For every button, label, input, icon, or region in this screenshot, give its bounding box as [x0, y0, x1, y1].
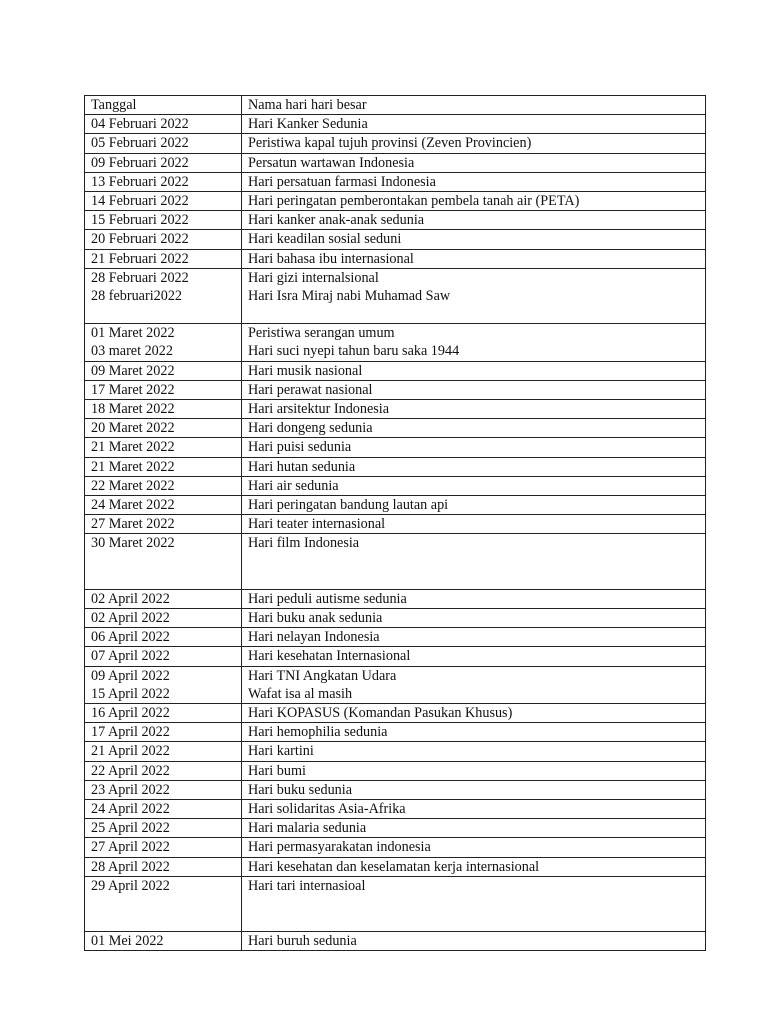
- table-row: [85, 515, 706, 534]
- event-cell: [242, 380, 706, 399]
- date-cell: [85, 819, 242, 838]
- event-text: Hari perawat nasional: [248, 381, 373, 398]
- event-cell: [242, 780, 706, 799]
- date-cell: [85, 704, 242, 723]
- table-row: [85, 742, 706, 761]
- event-text: Hari peduli autisme sedunia: [248, 590, 407, 607]
- table-row: [85, 857, 706, 876]
- date-text: 03 maret 2022: [91, 343, 173, 360]
- event-cell: [242, 647, 706, 666]
- event-text: Hari TNI Angkatan Udara: [248, 667, 397, 684]
- date-text: 06 April 2022: [91, 629, 170, 646]
- date-text: 02 April 2022: [91, 590, 170, 607]
- event-cell: [242, 932, 706, 951]
- event-cell: [242, 589, 706, 608]
- event-cell: [242, 324, 706, 361]
- event-text: [248, 895, 699, 913]
- holiday-table-body: [85, 96, 706, 951]
- date-cell: [85, 134, 242, 153]
- date-cell: [85, 153, 242, 172]
- date-text: 09 Maret 2022: [91, 362, 175, 379]
- event-text: Hari kesehatan dan keselamatan kerja internasional: [248, 858, 540, 875]
- event-cell: [242, 761, 706, 780]
- event-text: Hari solidaritas Asia-Afrika: [248, 800, 406, 817]
- date-cell: [85, 534, 242, 590]
- date-cell: [85, 647, 242, 666]
- date-text: [91, 913, 235, 931]
- table-row: [85, 609, 706, 628]
- date-cell: [85, 191, 242, 210]
- table-row: [85, 380, 706, 399]
- table-row: [85, 819, 706, 838]
- table-row: [85, 438, 706, 457]
- table-row: [85, 419, 706, 438]
- event-cell: [242, 534, 706, 590]
- date-text: [91, 895, 235, 913]
- event-text: Hari buruh sedunia: [248, 933, 357, 950]
- event-cell: [242, 838, 706, 857]
- table-row: [85, 589, 706, 608]
- event-text: Hari buku anak sedunia: [248, 610, 383, 627]
- date-text: 09 April 2022: [91, 667, 170, 684]
- event-text: Hari musik nasional: [248, 362, 363, 379]
- event-cell: [242, 230, 706, 249]
- event-cell: [242, 704, 706, 723]
- date-text: 18 Maret 2022: [91, 401, 175, 418]
- event-cell: [242, 515, 706, 534]
- date-cell: [85, 515, 242, 534]
- date-text: 23 April 2022: [91, 781, 170, 798]
- date-text: 24 April 2022: [91, 800, 170, 817]
- event-cell: [242, 495, 706, 514]
- date-cell: [85, 419, 242, 438]
- date-text: 15 Februari 2022: [91, 212, 189, 229]
- date-cell: [85, 666, 242, 703]
- date-text: 28 februari2022: [91, 287, 183, 304]
- date-cell: [85, 249, 242, 268]
- header-event-cell: Nama hari hari besar: [242, 96, 706, 115]
- table-row: [85, 361, 706, 380]
- date-text: 29 April 2022: [91, 877, 170, 894]
- event-text: Hari puisi sedunia: [248, 439, 352, 456]
- date-text: [91, 571, 235, 589]
- event-cell: [242, 172, 706, 191]
- date-cell: [85, 838, 242, 857]
- table-row: [85, 457, 706, 476]
- table-row: [85, 932, 706, 951]
- event-text: Hari KOPASUS (Komandan Pasukan Khusus): [248, 705, 513, 722]
- event-text: Wafat isa al masih: [248, 685, 353, 702]
- event-text: Hari suci nyepi tahun baru saka 1944: [248, 343, 460, 360]
- holiday-table: [84, 95, 706, 951]
- event-text: [248, 571, 699, 589]
- event-cell: [242, 876, 706, 932]
- date-text: 30 Maret 2022: [91, 535, 175, 552]
- event-text: Hari nelayan Indonesia: [248, 629, 380, 646]
- table-row: [85, 780, 706, 799]
- date-cell: [85, 876, 242, 932]
- date-text: 22 April 2022: [91, 762, 170, 779]
- table-row: [85, 134, 706, 153]
- header-date-cell: Tanggal: [85, 96, 242, 115]
- date-text: 25 April 2022: [91, 820, 170, 837]
- table-row: [85, 534, 706, 590]
- date-text: 17 April 2022: [91, 724, 170, 741]
- date-cell: [85, 723, 242, 742]
- event-text: Hari film Indonesia: [248, 535, 360, 552]
- table-header-row: [85, 96, 706, 115]
- table-row: [85, 230, 706, 249]
- date-text: 07 April 2022: [91, 648, 170, 665]
- table-row: [85, 876, 706, 932]
- event-cell: [242, 438, 706, 457]
- event-cell: [242, 457, 706, 476]
- date-text: [91, 553, 235, 571]
- event-text: Hari Kanker Sedunia: [248, 116, 368, 133]
- event-text: Hari malaria sedunia: [248, 820, 367, 837]
- table-row: [85, 723, 706, 742]
- event-text: Hari permasyarakatan indonesia: [248, 839, 431, 856]
- event-text: Hari teater internasional: [248, 516, 386, 533]
- event-text: [248, 913, 699, 931]
- date-text: 21 Maret 2022: [91, 458, 175, 475]
- event-cell: [242, 476, 706, 495]
- event-cell: [242, 419, 706, 438]
- event-text: Hari bahasa ibu internasional: [248, 250, 414, 267]
- table-row: [85, 211, 706, 230]
- date-cell: [85, 115, 242, 134]
- event-text: Hari keadilan sosial seduni: [248, 231, 402, 248]
- event-cell: [242, 361, 706, 380]
- event-text: Hari kesehatan Internasional: [248, 648, 411, 665]
- event-cell: [242, 249, 706, 268]
- date-cell: [85, 172, 242, 191]
- table-row: [85, 324, 706, 361]
- event-text: Hari hemophilia sedunia: [248, 724, 388, 741]
- date-text: 17 Maret 2022: [91, 381, 175, 398]
- date-cell: [85, 799, 242, 818]
- date-cell: [85, 211, 242, 230]
- table-row: [85, 153, 706, 172]
- event-text: Hari kanker anak-anak sedunia: [248, 212, 425, 229]
- table-row: [85, 115, 706, 134]
- date-cell: [85, 780, 242, 799]
- date-cell: [85, 495, 242, 514]
- date-cell: [85, 380, 242, 399]
- date-cell: [85, 457, 242, 476]
- event-text: Hari arsitektur Indonesia: [248, 401, 390, 418]
- table-row: [85, 400, 706, 419]
- event-text: Hari peringatan bandung lautan api: [248, 496, 449, 513]
- event-cell: [242, 742, 706, 761]
- table-row: [85, 191, 706, 210]
- date-text: 02 April 2022: [91, 610, 170, 627]
- date-cell: [85, 230, 242, 249]
- table-row: [85, 647, 706, 666]
- date-text: [91, 305, 235, 323]
- event-cell: [242, 723, 706, 742]
- date-text: 20 Februari 2022: [91, 231, 189, 248]
- event-text: Hari kartini: [248, 743, 314, 760]
- table-row: [85, 476, 706, 495]
- date-cell: [85, 476, 242, 495]
- event-cell: [242, 400, 706, 419]
- event-cell: [242, 857, 706, 876]
- date-text: 28 Februari 2022: [91, 269, 189, 286]
- date-text: 09 Februari 2022: [91, 154, 189, 171]
- event-cell: [242, 268, 706, 324]
- date-text: 14 Februari 2022: [91, 192, 189, 209]
- date-cell: [85, 438, 242, 457]
- date-text: 20 Maret 2022: [91, 420, 175, 437]
- date-cell: [85, 609, 242, 628]
- table-row: [85, 799, 706, 818]
- date-text: 22 Maret 2022: [91, 477, 175, 494]
- date-text: 28 April 2022: [91, 858, 170, 875]
- date-cell: [85, 932, 242, 951]
- date-cell: [85, 628, 242, 647]
- date-text: 01 Mei 2022: [91, 933, 164, 950]
- date-text: 24 Maret 2022: [91, 496, 175, 513]
- table-row: [85, 704, 706, 723]
- date-cell: [85, 857, 242, 876]
- table-row: [85, 249, 706, 268]
- event-cell: [242, 628, 706, 647]
- date-text: 15 April 2022: [91, 685, 170, 702]
- event-text: Hari bumi: [248, 762, 306, 779]
- event-text: Hari buku sedunia: [248, 781, 353, 798]
- table-row: [85, 268, 706, 324]
- date-cell: [85, 589, 242, 608]
- date-cell: [85, 361, 242, 380]
- date-text: 13 Februari 2022: [91, 173, 189, 190]
- table-row: [85, 666, 706, 703]
- date-text: 21 Februari 2022: [91, 250, 189, 267]
- event-text: Persatun wartawan Indonesia: [248, 154, 415, 171]
- event-text: Hari dongeng sedunia: [248, 420, 373, 437]
- event-text: Hari Isra Miraj nabi Muhamad Saw: [248, 287, 451, 304]
- event-cell: [242, 211, 706, 230]
- date-cell: [85, 268, 242, 324]
- event-cell: [242, 115, 706, 134]
- date-text: 16 April 2022: [91, 705, 170, 722]
- event-text: Peristiwa serangan umum: [248, 325, 395, 342]
- table-row: [85, 628, 706, 647]
- date-text: 05 Februari 2022: [91, 135, 189, 152]
- event-cell: [242, 666, 706, 703]
- event-cell: [242, 153, 706, 172]
- date-text: 21 Maret 2022: [91, 439, 175, 456]
- table-row: [85, 172, 706, 191]
- event-text: Peristiwa kapal tujuh provinsi (Zeven Provincien): [248, 135, 532, 152]
- event-text: [248, 305, 699, 323]
- table-row: [85, 761, 706, 780]
- date-text: 21 April 2022: [91, 743, 170, 760]
- event-text: Hari gizi internalsional: [248, 269, 379, 286]
- date-text: 27 April 2022: [91, 839, 170, 856]
- date-cell: [85, 400, 242, 419]
- event-text: Hari air sedunia: [248, 477, 339, 494]
- event-text: Hari hutan sedunia: [248, 458, 356, 475]
- date-cell: [85, 761, 242, 780]
- table-row: [85, 495, 706, 514]
- event-text: Hari peringatan pemberontakan pembela tanah air (PETA): [248, 192, 580, 209]
- date-cell: [85, 324, 242, 361]
- date-text: 27 Maret 2022: [91, 516, 175, 533]
- event-cell: [242, 134, 706, 153]
- event-text: Hari tari internasioal: [248, 877, 366, 894]
- date-text: 04 Februari 2022: [91, 116, 189, 133]
- table-row: [85, 838, 706, 857]
- event-cell: [242, 609, 706, 628]
- event-text: Hari persatuan farmasi Indonesia: [248, 173, 436, 190]
- event-cell: [242, 819, 706, 838]
- event-text: [248, 553, 699, 571]
- event-cell: [242, 191, 706, 210]
- date-text: 01 Maret 2022: [91, 325, 175, 342]
- event-cell: [242, 799, 706, 818]
- date-cell: [85, 742, 242, 761]
